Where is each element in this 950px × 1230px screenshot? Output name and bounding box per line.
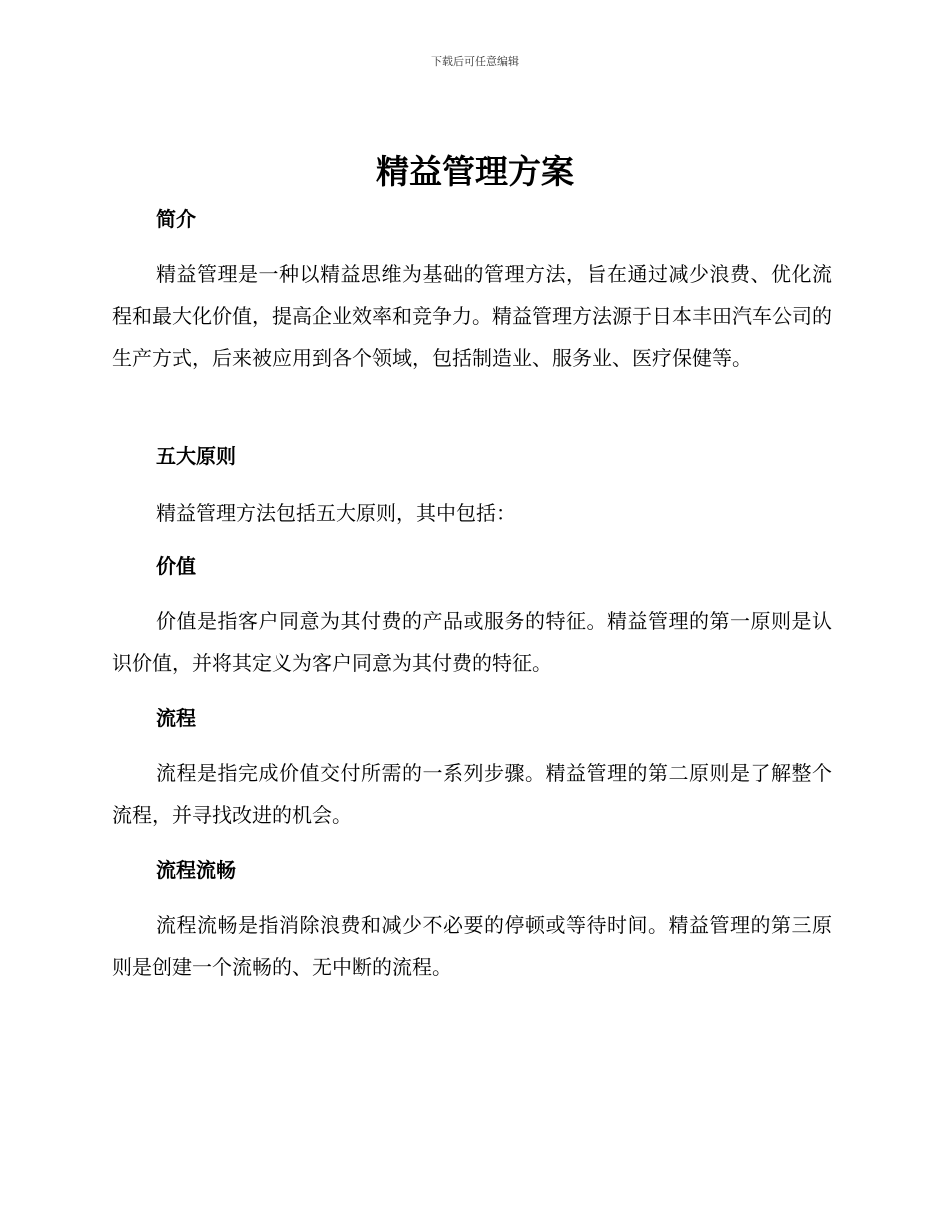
section-paragraph-value: 价值是指客户同意为其付费的产品或服务的特征。精益管理的第一原则是认识价值，并将其定义为客户同意为其付费的特征。	[112, 609, 832, 675]
section-heading-process-flow: 流程流畅	[156, 858, 236, 882]
section-paragraph-five-principles: 精益管理方法包括五大原则，其中包括：	[156, 501, 516, 525]
section-heading-value: 价值	[156, 554, 196, 578]
section-heading-intro: 简介	[156, 207, 196, 231]
section-heading-five-principles: 五大原则	[156, 444, 236, 468]
section-heading-process: 流程	[156, 706, 196, 730]
page-header-note: 下载后可任意编辑	[431, 55, 519, 68]
section-paragraph-process: 流程是指完成价值交付所需的一系列步骤。精益管理的第二原则是了解整个流程，并寻找改进的机会。	[112, 761, 832, 827]
section-paragraph-intro: 精益管理是一种以精益思维为基础的管理方法，旨在通过减少浪费、优化流程和最大化价值，提高企业效率和竞争力。精益管理方法源于日本丰田汽车公司的生产方式，后来被应用到各个领域，包括制造业、服务业、医疗保健等。	[112, 262, 832, 370]
page-title: 精益管理方案	[376, 152, 574, 191]
section-paragraph-process-flow: 流程流畅是指消除浪费和减少不必要的停顿或等待时间。精益管理的第三原则是创建一个流畅的、无中断的流程。	[112, 913, 832, 979]
